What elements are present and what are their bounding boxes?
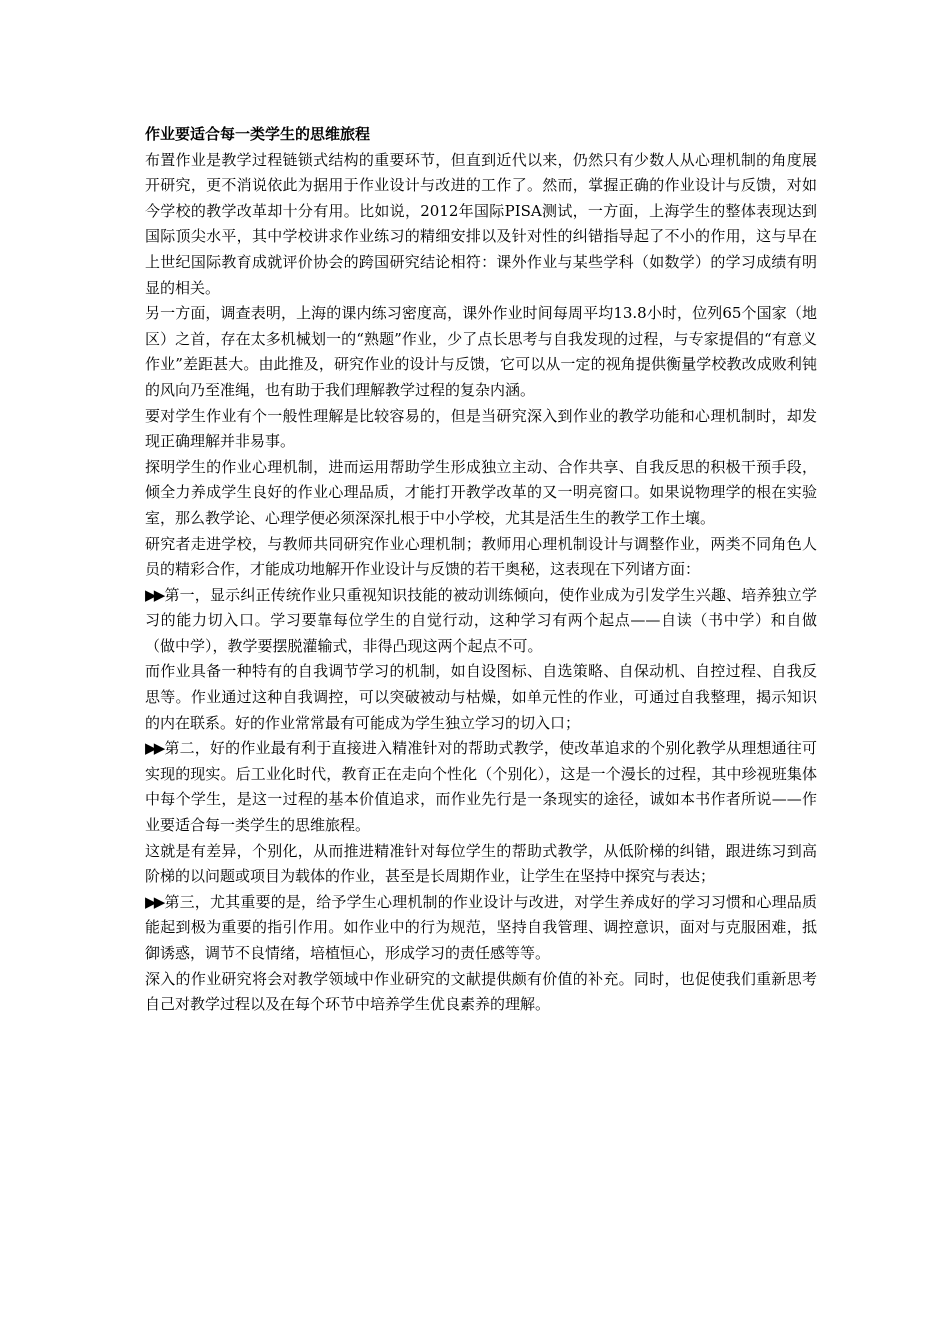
paragraph-8 bbox=[145, 736, 817, 838]
paragraph-6-text: 第一，显示纠正传统作业只重视知识技能的被动训练倾向，使作业成为引发学生兴趣、培养独立学习的能力切入口。学习要靠每位学生的自觉行动，这种学习有两个起点——自读（书中学）和自做（做中学），教学要摆脱灌输式，非得凸现这两个起点不可。 bbox=[145, 585, 817, 655]
double-arrow-bullet-icon: ▶▶ bbox=[145, 585, 163, 604]
paragraph-10 bbox=[145, 890, 817, 967]
paragraph-9-text: 这就是有差异，个别化，从而推进精准针对每位学生的帮助式教学，从低阶梯的纠错，跟进练习到高阶梯的以问题或项目为载体的作业，甚至是长周期作业，让学生在坚持中探究与表达； bbox=[145, 841, 817, 886]
paragraph-6 bbox=[145, 583, 817, 660]
paragraph-11-text: 深入的作业研究将会对教学领域中作业研究的文献提供颇有价值的补充。同时，也促使我们重新思考自己对教学过程以及在每个环节中培养学生优良素养的理解。 bbox=[145, 969, 817, 1014]
paragraph-7 bbox=[145, 659, 817, 736]
paragraph-5 bbox=[145, 532, 817, 583]
double-arrow-bullet-icon: ▶▶ bbox=[145, 739, 163, 758]
paragraph-2-text: 另一方面，调查表明，上海的课内练习密度高，课外作业时间每周平均13.8小时，位列65个国家（地区）之首，存在太多机械划一的“熟题”作业，少了点长思考与自我发现的过程，与专家提倡的“有意义作业”差距甚大。由此推及，研究作业的设计与反馈，它可以从一定的视角提供衡量学校教改成败利钝的风向乃至准绳，也有助于我们理解教学过程的复杂内涵。 bbox=[145, 304, 817, 399]
paragraph-9 bbox=[145, 839, 817, 890]
paragraph-3-text: 要对学生作业有个一般性理解是比较容易的，但是当研究深入到作业的教学功能和心理机制时，却发现正确理解并非易事。 bbox=[145, 406, 817, 451]
paragraph-3 bbox=[145, 404, 817, 455]
paragraph-2 bbox=[145, 301, 817, 403]
paragraph-5-text: 研究者走进学校，与教师共同研究作业心理机制；教师用心理机制设计与调整作业，两类不同角色人员的精彩合作，才能成功地解开作业设计与反馈的若干奥秘，这表现在下列诸方面： bbox=[145, 534, 817, 579]
paragraph-1 bbox=[145, 148, 817, 302]
paragraph-10-text: 第三，尤其重要的是，给予学生心理机制的作业设计与改进，对学生养成好的学习习惯和心理品质能起到极为重要的指引作用。如作业中的行为规范，坚持自我管理、调控意识，面对与克服困难，抵御诱惑，调节不良情绪，培植恒心，形成学习的责任感等等。 bbox=[145, 892, 817, 962]
paragraph-4-text: 探明学生的作业心理机制，进而运用帮助学生形成独立主动、合作共享、自我反思的积极干预手段，倾全力养成学生良好的作业心理品质，才能打开教学改革的又一明亮窗口。如果说物理学的根在实验室，那么教学论、心理学便必须深深扎根于中小学校，尤其是活生生的教学工作土壤。 bbox=[145, 457, 817, 527]
paragraph-7-text: 而作业具备一种特有的自我调节学习的机制，如自设图标、自选策略、自保动机、自控过程、自我反思等。作业通过这种自我调控，可以突破被动与枯燥，如单元性的作业，可通过自我整理，揭示知识的内在联系。好的作业常常最有可能成为学生独立学习的切入口； bbox=[145, 662, 817, 732]
paragraph-4 bbox=[145, 455, 817, 532]
document-title: 作业要适合每一类学生的思维旅程 bbox=[145, 125, 371, 143]
paragraph-8-text: 第二，好的作业最有利于直接进入精准针对的帮助式教学，使改革追求的个别化教学从理想通往可实现的现实。后工业化时代，教育正在走向个性化（个别化），这是一个漫长的过程，其中珍视班集体中每个学生，是这一过程的基本价值追求，而作业先行是一条现实的途径，诚如本书作者所说——作业要适合每一类学生的思维旅程。 bbox=[145, 739, 817, 835]
paragraph-11 bbox=[145, 967, 817, 1018]
document-page bbox=[145, 122, 817, 1018]
double-arrow-bullet-icon: ▶▶ bbox=[145, 892, 163, 911]
paragraph-1-text: 布置作业是教学过程链锁式结构的重要环节，但直到近代以来，仍然只有少数人从心理机制的角度展开研究，更不消说依此为据用于作业设计与改进的工作了。然而，掌握正确的作业设计与反馈，对如今学校的教学改革却十分有用。比如说，2012年国际PISA测试，一方面，上海学生的整体表现达到国际顶尖水平，其中学校讲求作业练习的精细安排以及针对性的纠错指导起了不小的作用，这与早在上世纪国际教育成就评价协会的跨国研究结论相符：课外作业与某些学科（如数学）的学习成绩有明显的相关。 bbox=[145, 150, 817, 297]
